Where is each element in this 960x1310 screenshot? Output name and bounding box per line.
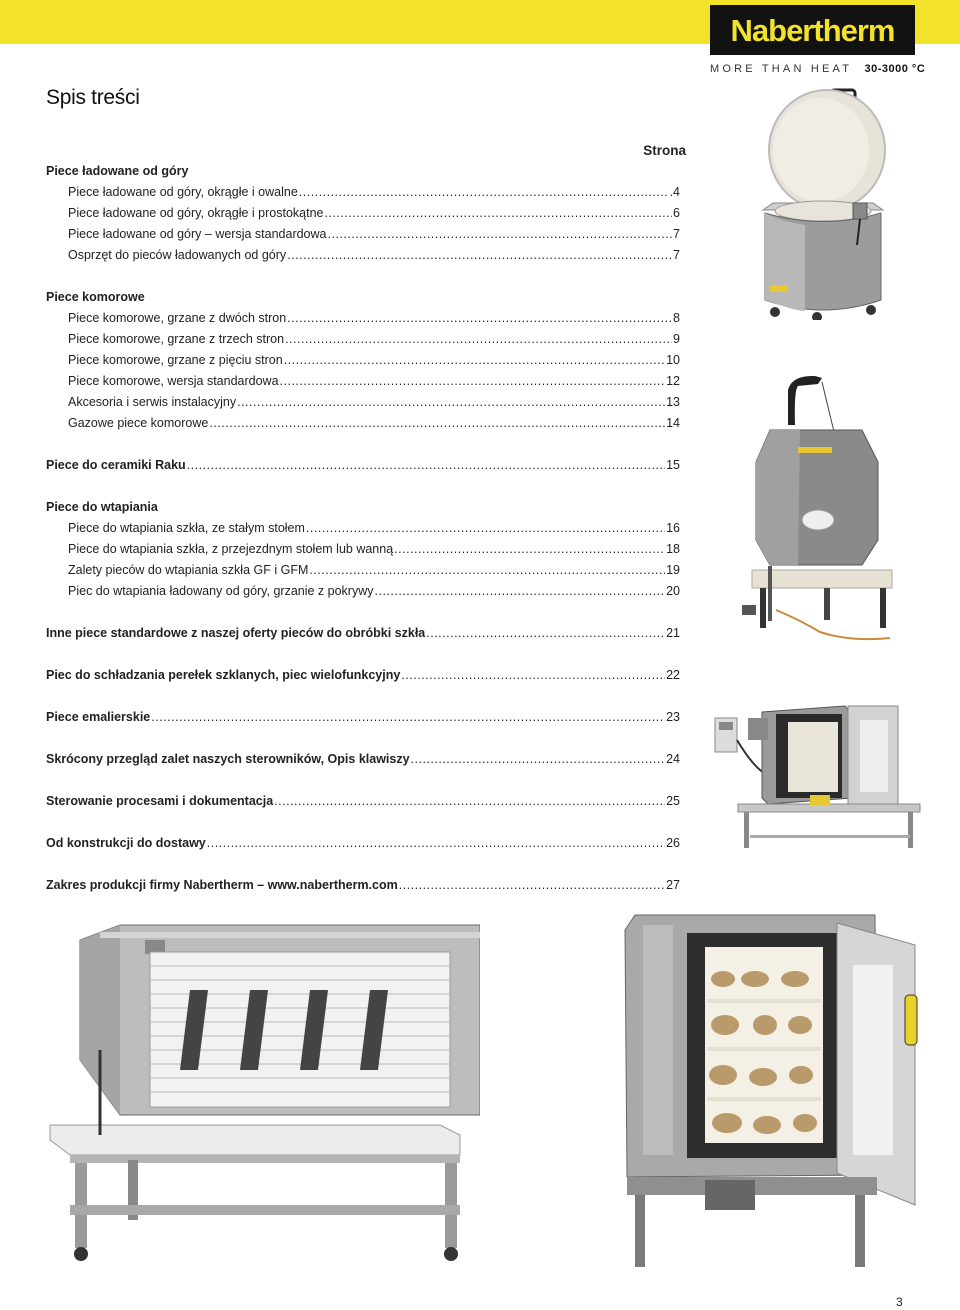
toc-entry-label: Piece do wtapiania szkła, ze stałym stołem bbox=[68, 521, 305, 535]
toc-entry-page: 26 bbox=[666, 836, 680, 850]
toc-entry-page: 8 bbox=[673, 311, 680, 325]
toc-entry-main[interactable] bbox=[46, 668, 680, 682]
toc-entry-page: 14 bbox=[666, 416, 680, 430]
toc-entry[interactable] bbox=[68, 584, 680, 598]
leader-dots bbox=[324, 206, 672, 220]
toc-entry[interactable] bbox=[68, 353, 680, 367]
page-title: Spis treści bbox=[46, 86, 140, 109]
leader-dots bbox=[274, 794, 665, 808]
toc-entry-label: Piec do wtapiania ładowany od góry, grzanie z pokrywy bbox=[68, 584, 374, 598]
leader-dots bbox=[287, 311, 672, 325]
toc-entry-page: 7 bbox=[673, 248, 680, 262]
toc-entry-page: 9 bbox=[673, 332, 680, 346]
toc-entry-main[interactable] bbox=[46, 626, 680, 640]
toc-entry-main[interactable] bbox=[46, 836, 680, 850]
leader-dots bbox=[187, 458, 665, 472]
toc-entry-page: 23 bbox=[666, 710, 680, 724]
leader-dots bbox=[399, 878, 665, 892]
toc-entry-page: 16 bbox=[666, 521, 680, 535]
toc-entry-page: 24 bbox=[666, 752, 680, 766]
toc-entry-label: Gazowe piece komorowe bbox=[68, 416, 209, 430]
toc-entry[interactable] bbox=[68, 248, 680, 262]
toc-entry-page: 12 bbox=[666, 374, 680, 388]
toc-entry-label: Zalety pieców do wtapiania szkła GF i GFM bbox=[68, 563, 309, 577]
toc-entry-label: Piece komorowe, grzane z pięciu stron bbox=[68, 353, 283, 367]
toc-entry-page: 27 bbox=[666, 878, 680, 892]
leader-dots bbox=[237, 395, 665, 409]
leader-dots bbox=[411, 752, 666, 766]
toc-entry-label: Zakres produkcji firmy Nabertherm – www.nabertherm.com bbox=[46, 878, 398, 892]
leader-dots bbox=[401, 668, 665, 682]
toc-entry-label: Akcesoria i serwis instalacyjny bbox=[68, 395, 237, 409]
page-number: 3 bbox=[896, 1295, 903, 1309]
temperature-range: 30-3000 °C bbox=[864, 63, 926, 75]
toc-entry[interactable] bbox=[68, 395, 680, 409]
toc-section-heading: Piece komorowe bbox=[46, 290, 145, 304]
toc-entry[interactable] bbox=[68, 311, 680, 325]
leader-dots bbox=[284, 353, 665, 367]
leader-dots bbox=[285, 332, 672, 346]
leader-dots bbox=[306, 521, 665, 535]
toc-entry-page: 18 bbox=[666, 542, 680, 556]
toc-entry-label: Inne piece standardowe z naszej oferty pieców do obróbki szkła bbox=[46, 626, 426, 640]
leader-dots bbox=[375, 584, 666, 598]
toc-entry-page: 19 bbox=[666, 563, 680, 577]
toc-entry[interactable] bbox=[68, 542, 680, 556]
brand-name: Nabertherm bbox=[730, 13, 895, 48]
toc-entry-label: Skrócony przegląd zalet naszych sterowników, Opis klawiszy bbox=[46, 752, 410, 766]
toc-entry-main[interactable] bbox=[46, 752, 680, 766]
raku-kiln-image bbox=[740, 370, 900, 645]
toc-entry-main[interactable] bbox=[46, 458, 680, 472]
leader-dots bbox=[280, 374, 666, 388]
toc-entry-page: 25 bbox=[666, 794, 680, 808]
toc-entry-label: Sterowanie procesami i dokumentacja bbox=[46, 794, 274, 808]
leader-dots bbox=[299, 185, 669, 199]
toc-entry-label: Piece komorowe, grzane z trzech stron bbox=[68, 332, 285, 346]
toc-entry-label: Piece do wtapiania szkła, z przejezdnym stołem lub wanną bbox=[68, 542, 394, 556]
toc-entry-label: Piece emalierskie bbox=[46, 710, 151, 724]
toc-section-heading: Piece ładowane od góry bbox=[46, 164, 189, 178]
leader-dots bbox=[209, 416, 665, 430]
toc-entry-label: Piece do ceramiki Raku bbox=[46, 458, 186, 472]
brand-tagline bbox=[710, 63, 926, 75]
toc-section-heading: Piece do wtapiania bbox=[46, 500, 158, 514]
toc-entry-label: Piec do schładzania perełek szklanych, piec wielofunkcyjny bbox=[46, 668, 401, 682]
leader-dots bbox=[151, 710, 665, 724]
toc-entry[interactable] bbox=[68, 206, 680, 220]
toc-entry-main[interactable] bbox=[46, 794, 680, 808]
toc-entry-page: 10 bbox=[666, 353, 680, 367]
toc-entry[interactable] bbox=[68, 185, 680, 199]
toc-entry-label: Piece ładowane od góry, okrągłe i owalne bbox=[68, 185, 298, 199]
toc-entry[interactable] bbox=[68, 563, 680, 577]
toc-entry-page: 15 bbox=[666, 458, 680, 472]
glass-fusing-kiln-image bbox=[40, 920, 480, 1265]
toc-entry-label: Od konstrukcji do dostawy bbox=[46, 836, 206, 850]
leader-dots bbox=[426, 626, 665, 640]
toc-entry-page: 22 bbox=[666, 668, 680, 682]
large-chamber-kiln-image bbox=[615, 905, 935, 1270]
toc-entry-label: Piece ładowane od góry, okrągłe i prostokątne bbox=[68, 206, 324, 220]
leader-dots bbox=[207, 836, 665, 850]
toc-entry[interactable] bbox=[68, 521, 680, 535]
top-loader-kiln-image bbox=[745, 85, 895, 320]
toc-entry-page: 20 bbox=[666, 584, 680, 598]
toc-entry-label: Piece komorowe, wersja standardowa bbox=[68, 374, 279, 388]
toc-entry-label: Osprzęt do pieców ładowanych od góry bbox=[68, 248, 287, 262]
toc-entry-page: .4 bbox=[669, 185, 680, 199]
leader-dots bbox=[394, 542, 665, 556]
toc-entry-label: Piece komorowe, grzane z dwóch stron bbox=[68, 311, 287, 325]
toc-entry-label: Piece ładowane od góry – wersja standardowa bbox=[68, 227, 327, 241]
toc-entry-main[interactable] bbox=[46, 710, 680, 724]
toc-entry-main[interactable] bbox=[46, 878, 680, 892]
chamber-kiln-image bbox=[710, 700, 925, 850]
toc-entry[interactable] bbox=[68, 374, 680, 388]
toc-entry-page: 21 bbox=[666, 626, 680, 640]
toc-entry-page: 6 bbox=[673, 206, 680, 220]
brand-logo bbox=[710, 5, 915, 55]
tagline-text: MORE THAN HEAT bbox=[710, 63, 852, 75]
leader-dots bbox=[328, 227, 673, 241]
toc-entry-page: 13 bbox=[666, 395, 680, 409]
leader-dots bbox=[309, 563, 665, 577]
toc-entry[interactable] bbox=[68, 416, 680, 430]
page-column-label: Strona bbox=[643, 143, 686, 158]
toc-entry[interactable] bbox=[68, 227, 680, 241]
leader-dots bbox=[287, 248, 672, 262]
toc-entry[interactable] bbox=[68, 332, 680, 346]
toc-entry-page: 7 bbox=[673, 227, 680, 241]
